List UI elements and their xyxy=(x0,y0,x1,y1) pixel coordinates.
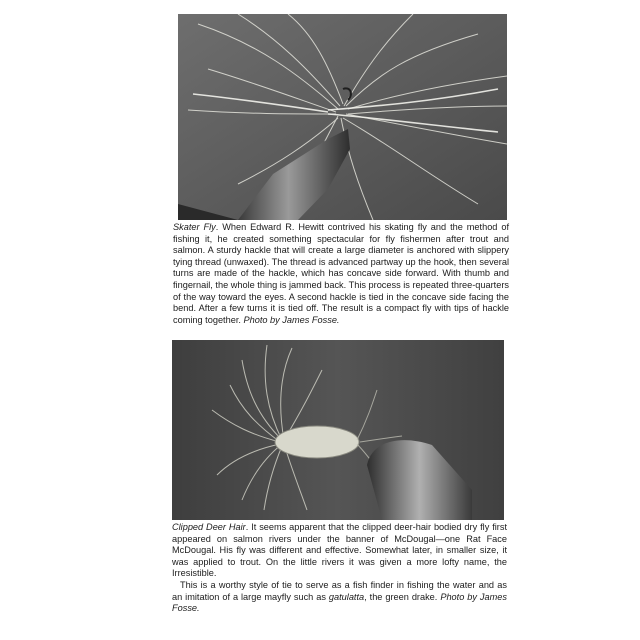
caption-para2-text: This is a worthy style of tie to serve as a fish finder in fishing the water and as an imitation of a large mayfly such as xyxy=(172,579,507,602)
skater-fly-photo xyxy=(178,14,507,220)
skater-fly-caption xyxy=(173,222,509,326)
caption-body: . When Edward R. Hewitt contrived his skating fly and the method of fishing it, he created something spectacular for fly fishermen after trout and salmon. A sturdy hackle that will create a large diameter is anchored with slippery tying thread (unwaxed). The thread is advanced partway up the hook, then several turns are made of the hackle, which has concave side forward. With thumb and fingernail, the whole thing is jammed back. This process is repeated three-quarters of the way toward the eyes. A second hackle is tied in the concave side facing the bend. After a few turns it is tied off. The result is a compact fly with tips of hackle coming together. xyxy=(173,222,509,325)
caption-lead: Clipped Deer Hair xyxy=(172,522,246,532)
caption-lead: Skater Fly xyxy=(173,222,216,232)
species-term: gatulatta xyxy=(328,591,365,602)
clipped-deer-hair-photo xyxy=(172,340,504,520)
photo-credit: Photo by James Fosse. xyxy=(243,314,340,325)
caption-body: . It seems apparent that the clipped deer-hair bodied dry fly first appeared on salmon rivers under the banner of McDougal—one Rat Face McDougal. His fly was different and effective. Somewhat later, in smaller size, it was applied to trout. On the little rivers it was given a more lofty name, the Irresistible. xyxy=(172,522,507,579)
clipped-deer-hair-caption xyxy=(172,522,507,615)
photo-credit: Photo by James Fosse. xyxy=(172,591,507,614)
caption-para2-text-end: , the green drake. xyxy=(364,591,441,602)
caption-paragraph-2 xyxy=(172,580,507,615)
